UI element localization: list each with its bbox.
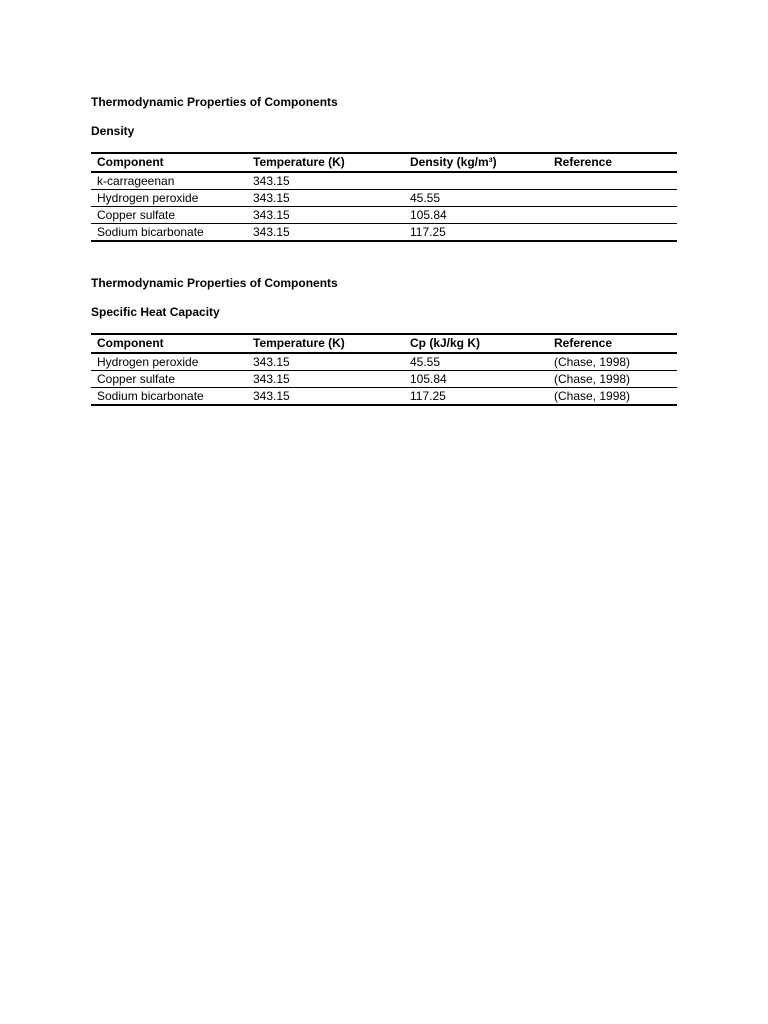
section-title: Thermodynamic Properties of Components: [91, 95, 338, 109]
table-row: [91, 207, 677, 224]
cell-temperature: 343.15: [247, 224, 404, 242]
cell-temperature: 343.15: [247, 190, 404, 207]
cell-reference: [548, 207, 677, 224]
table-row: [91, 224, 677, 242]
cell-temperature: 343.15: [247, 172, 404, 190]
table-row: [91, 353, 677, 371]
cell-component: Copper sulfate: [91, 207, 247, 224]
table-header-row: [91, 153, 677, 172]
column-header-component: Component: [91, 153, 247, 172]
table-row: [91, 388, 677, 406]
cell-cp: 45.55: [404, 353, 548, 371]
cell-reference: (Chase, 1998): [548, 353, 677, 371]
cell-density: 45.55: [404, 190, 548, 207]
cell-component: Copper sulfate: [91, 371, 247, 388]
density-section: [91, 95, 677, 242]
cell-component: Sodium bicarbonate: [91, 388, 247, 406]
cell-component: Hydrogen peroxide: [91, 353, 247, 371]
section-subtitle: Density: [91, 124, 135, 138]
cell-component: Sodium bicarbonate: [91, 224, 247, 242]
column-header-density: Density (kg/m³): [404, 153, 548, 172]
heat-capacity-table: [91, 333, 677, 406]
cell-reference: [548, 190, 677, 207]
cell-temperature: 343.15: [247, 353, 404, 371]
table-row: [91, 190, 677, 207]
column-header-component: Component: [91, 334, 247, 353]
section-title: Thermodynamic Properties of Components: [91, 276, 338, 290]
cell-reference: [548, 224, 677, 242]
table-row: [91, 172, 677, 190]
section-subtitle: Specific Heat Capacity: [91, 305, 220, 319]
cell-cp: 105.84: [404, 371, 548, 388]
cell-cp: 117.25: [404, 388, 548, 406]
table-header-row: [91, 334, 677, 353]
cell-reference: (Chase, 1998): [548, 371, 677, 388]
column-header-reference: Reference: [548, 334, 677, 353]
density-table: [91, 152, 677, 242]
cell-density: 105.84: [404, 207, 548, 224]
column-header-cp: Cp (kJ/kg K): [404, 334, 548, 353]
column-header-reference: Reference: [548, 153, 677, 172]
cell-component: k-carrageenan: [91, 172, 247, 190]
cell-reference: [548, 172, 677, 190]
column-header-temperature: Temperature (K): [247, 334, 404, 353]
heat-capacity-section: [91, 276, 677, 406]
cell-temperature: 343.15: [247, 371, 404, 388]
cell-component: Hydrogen peroxide: [91, 190, 247, 207]
cell-temperature: 343.15: [247, 207, 404, 224]
cell-temperature: 343.15: [247, 388, 404, 406]
column-header-temperature: Temperature (K): [247, 153, 404, 172]
table-row: [91, 371, 677, 388]
cell-reference: (Chase, 1998): [548, 388, 677, 406]
cell-density: [404, 172, 548, 190]
cell-density: 117.25: [404, 224, 548, 242]
